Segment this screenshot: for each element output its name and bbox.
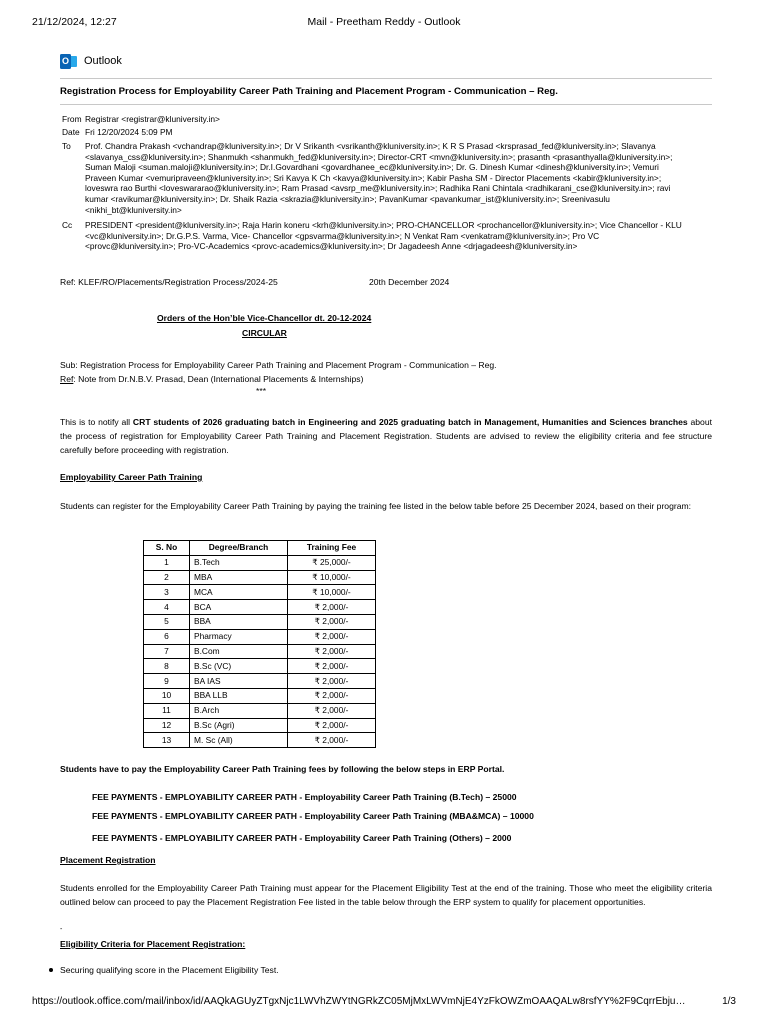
date-label: Date <box>62 127 80 137</box>
fee-cell: ₹ 10,000/- <box>288 570 376 585</box>
recipient-line: <vc@kluniversity.in>; Dr.G.P.S. Varma, Vice- Chancellor <gpsvarma@kluniversity.in>; N Venkat Ram <venkatram@kluniversity.in>; Pro VC <box>85 230 600 241</box>
recipient-line: Prof. Chandra Prakash <vchandrap@kluniversity.in>; Dr V Srikanth <vsrikanth@kluniversity.in>; K R S Prasad <krsprasad_fed@kluniversity.in>; Slavanya <box>85 141 656 151</box>
col-header: Training Fee <box>288 541 376 556</box>
ecpt-heading: Employability Career Path Training <box>60 472 203 482</box>
divider <box>60 78 712 79</box>
fee-cell: ₹ 2,000/- <box>288 688 376 703</box>
fee-cell: ₹ 2,000/- <box>288 733 376 748</box>
degree-cell: B.Tech <box>190 555 288 570</box>
serial-cell: 3 <box>144 585 190 600</box>
ref-number: Ref: KLEF/RO/Placements/Registration Process/2024-25 <box>60 277 278 287</box>
app-name: Outlook <box>84 55 122 67</box>
ref-date: 20th December 2024 <box>369 277 450 287</box>
from-value[interactable]: Registrar <registrar@kluniversity.in> <box>85 114 220 124</box>
list-item-text: Securing qualifying score in the Placement Eligibility Test. <box>60 965 279 975</box>
print-timestamp: 21/12/2024, 12:27 <box>32 16 117 28</box>
fee-cell: ₹ 2,000/- <box>288 629 376 644</box>
fee-cell: ₹ 2,000/- <box>288 644 376 659</box>
fee-cell: ₹ 25,000/- <box>288 555 376 570</box>
print-header <box>32 16 736 30</box>
outlook-logo-icon: O <box>60 54 77 69</box>
fee-payment-step: FEE PAYMENTS - EMPLOYABILITY CAREER PATH - Employability Career Path Training (B.Tech) – 25000 <box>92 792 517 802</box>
email-subject: Registration Process for Employability Career Path Training and Placement Program - Communication – Reg. <box>60 86 558 97</box>
recipient-line: kumar <ravikumar@kluniversity.in>; Dr. Shaik Razia <skrazia@kluniversity.in>; PavanKumar <pavankumar_ist@kluniversity.in>; Sreenivasulu <box>85 193 610 204</box>
serial-cell: 5 <box>144 614 190 629</box>
col-header: S. No <box>144 541 190 556</box>
bullet-icon <box>49 968 53 972</box>
table-row <box>144 600 376 615</box>
from-label: From <box>62 114 82 124</box>
degree-cell: Pharmacy <box>190 629 288 644</box>
ref-note: : Note from Dr.N.B.V. Prasad, Dean (International Placements & Internships) <box>73 374 364 384</box>
table-row <box>144 703 376 718</box>
serial-cell: 11 <box>144 703 190 718</box>
intro-paragraph <box>60 415 712 457</box>
recipient-line: <nikhi_bt@kluniversity.in> <box>85 204 182 215</box>
serial-cell: 9 <box>144 674 190 689</box>
recipient-line: loveswra rao Burthi <loveswararao@kluniversity.in>; Ram Prasad <avsrp_me@kluniversity.in>; Radhika Rani Chintala <radhikarani_cse@kluniversity.in>; ravi <box>85 183 671 194</box>
eligibility-heading: Eligibility Criteria for Placement Registration: <box>60 939 246 949</box>
table-row <box>144 585 376 600</box>
recipient-line: PRESIDENT <president@kluniversity.in>; Raja Harin koneru <krh@kluniversity.in>; PRO-CHANCELLOR <prochancellor@kluniversity.in>; Vice Chancellor - KLU <box>85 220 682 230</box>
recipient-line: <provc@kluniversity.in>; Pro-VC-Academics <provc-academics@kluniversity.in>; Dr Jagadeesh Anne <drjagadeesh@kluniversity.in> <box>85 241 578 252</box>
table-row <box>144 644 376 659</box>
ref-note-line <box>60 373 712 386</box>
recipient-line: <slavanya_css@kluniversity.in>; Shanmukh <shanmukh_fed@kluniversity.in>; Director-CRT <mvn@kluniversity.in>; prasanth <prasanthyalla@kluniversity.in>; <box>85 151 673 162</box>
fee-cell: ₹ 10,000/- <box>288 585 376 600</box>
table-row <box>144 614 376 629</box>
degree-cell: BA IAS <box>190 674 288 689</box>
placement-heading: Placement Registration <box>60 855 156 865</box>
fee-payment-step: FEE PAYMENTS - EMPLOYABILITY CAREER PATH - Employability Career Path Training (Others) – 2000 <box>92 833 512 843</box>
intro-text: This is to notify all <box>60 417 133 427</box>
serial-cell: 13 <box>144 733 190 748</box>
fee-cell: ₹ 2,000/- <box>288 600 376 615</box>
page-url[interactable]: https://outlook.office.com/mail/inbox/id/AAQkAGUyZTgxNjc1LWVhZWYtNGRkZC05MjMxLWVmNjE4YzFkOWZmOAAQALw8rsfYY%2F9CqrrEbju… <box>32 996 686 1007</box>
degree-cell: MBA <box>190 570 288 585</box>
ref-label: Ref <box>60 374 74 384</box>
degree-cell: B.Sc (Agri) <box>190 718 288 733</box>
subject-line: Sub: Registration Process for Employability Career Path Training and Placement Program - Communication – Reg. <box>60 360 497 370</box>
date-value: Fri 12/20/2024 5:09 PM <box>85 127 173 137</box>
degree-cell: BBA LLB <box>190 688 288 703</box>
fee-cell: ₹ 2,000/- <box>288 674 376 689</box>
ecpt-paragraph: Students can register for the Employability Career Path Training by paying the training fee listed in the below table before 25 December 2024, based on their program: <box>60 501 692 511</box>
orders-heading: Orders of the Hon’ble Vice-Chancellor dt. 20-12-2024 <box>157 313 372 323</box>
cc-recipients[interactable] <box>85 220 712 252</box>
pay-steps-heading: Students have to pay the Employability Career Path Training fees by following the below steps in ERP Portal. <box>60 764 505 774</box>
to-recipients[interactable] <box>85 141 712 215</box>
table-row <box>144 718 376 733</box>
intro-text-continued: about the process of registration for Employability Career Path Training and Placement Registration. Students are advised to review the eligibility criteria and fee structure carefully before proceeding with registration. <box>60 417 713 455</box>
degree-cell: MCA <box>190 585 288 600</box>
cc-label: Cc <box>62 220 73 230</box>
placement-paragraph: Students enrolled for the Employability Career Path Training must appear for the Placement Eligibility Test at the end of the training. Those who meet the eligibility criteria outlined below can proceed to pay the Placement Registration Fee listed in the table below through the ERP system to qualify for placement opportunities. <box>60 883 712 907</box>
recipient-line: Suman Maloji <suman.maloji@kluniversity.in>; Dr.I.Govardhani <govardhanee_ec@kluniversity.in>; Dr. G. Dinesh Kumar <dinesh@kluniversity.in>; Vemuri <box>85 162 659 173</box>
col-header: Degree/Branch <box>190 541 288 556</box>
serial-cell: 7 <box>144 644 190 659</box>
fee-cell: ₹ 2,000/- <box>288 659 376 674</box>
serial-cell: 10 <box>144 688 190 703</box>
table-row <box>144 674 376 689</box>
print-title: Mail - Preetham Reddy - Outlook <box>307 16 461 28</box>
table-row <box>144 570 376 585</box>
serial-cell: 6 <box>144 629 190 644</box>
degree-cell: B.Arch <box>190 703 288 718</box>
dash-mark: - <box>60 926 63 933</box>
table-row <box>144 733 376 748</box>
serial-cell: 4 <box>144 600 190 615</box>
print-footer <box>32 996 736 1010</box>
table-row <box>144 688 376 703</box>
page-number: 1/3 <box>722 996 736 1007</box>
table-row <box>144 659 376 674</box>
serial-cell: 1 <box>144 555 190 570</box>
ref-line <box>60 276 712 289</box>
circular-heading: CIRCULAR <box>242 328 287 338</box>
serial-cell: 8 <box>144 659 190 674</box>
fee-cell: ₹ 2,000/- <box>288 614 376 629</box>
degree-cell: M. Sc (All) <box>190 733 288 748</box>
divider <box>60 104 712 105</box>
degree-cell: BCA <box>190 600 288 615</box>
app-brand <box>60 52 122 70</box>
degree-cell: B.Com <box>190 644 288 659</box>
serial-cell: 12 <box>144 718 190 733</box>
fee-table <box>143 540 376 748</box>
separator-stars: *** <box>256 386 267 396</box>
to-label: To <box>62 141 71 151</box>
table-header-row <box>144 541 376 556</box>
intro-bold-text: CRT students of 2026 graduating batch in Engineering and 2025 graduating batch in Management, Humanities and Sciences branches <box>132 417 688 427</box>
recipient-line: Praveen Kumar <vemuripraveen@kluniversity.in>; Sri Kavya K Ch <kavya@kluniversity.in>; Kabir Pasha SM - Director Placements <kabir@kluniversity.in>; <box>85 172 662 183</box>
table-row <box>144 555 376 570</box>
fee-cell: ₹ 2,000/- <box>288 718 376 733</box>
degree-cell: BBA <box>190 614 288 629</box>
serial-cell: 2 <box>144 570 190 585</box>
table-row <box>144 629 376 644</box>
fee-payment-step: FEE PAYMENTS - EMPLOYABILITY CAREER PATH - Employability Career Path Training (MBA&MCA) – 10000 <box>92 811 534 821</box>
degree-cell: B.Sc (VC) <box>190 659 288 674</box>
fee-cell: ₹ 2,000/- <box>288 703 376 718</box>
